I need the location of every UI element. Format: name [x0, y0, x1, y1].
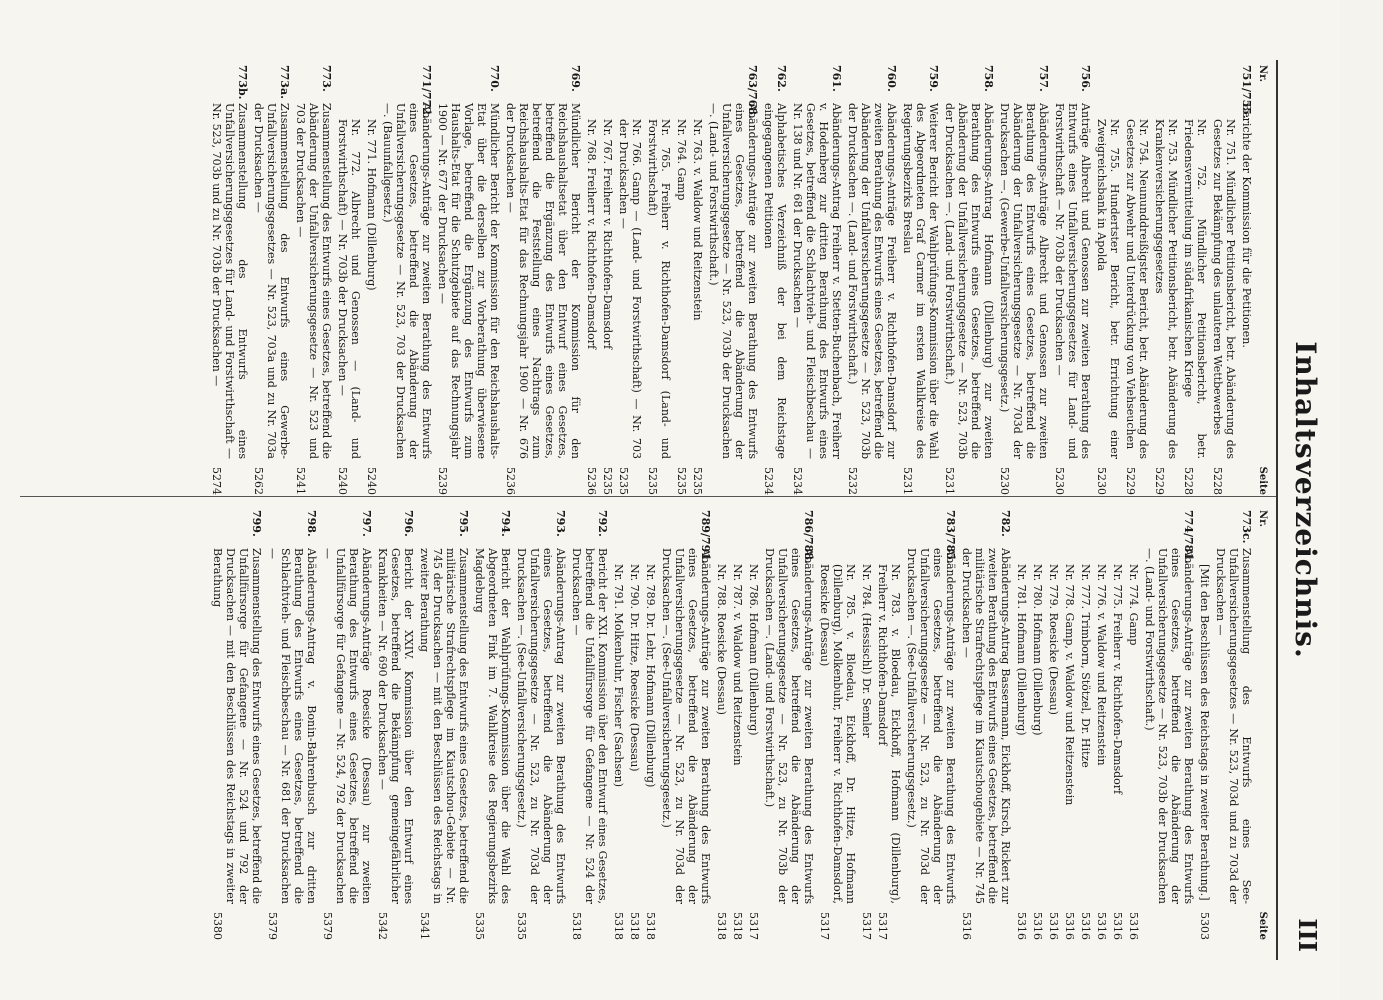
left-column-head [1257, 65, 1268, 495]
toc-entry [1095, 510, 1108, 940]
entry-page: 5235 [646, 467, 659, 495]
entry-text: Abänderungs-Anträge Albrecht und Genossen zur zweiten Berathung des Entwurfs eines Gesetzes, betreffend die Abänderung der Unfallversicherungsgesetze — Nr. 703d der Drucksachen —. (Gewerbe-Unfallversicherungsgesetz.) [998, 103, 1050, 459]
entry-page: 5236 [504, 467, 517, 495]
entry-text: Nr. 775. Freiherr v. Richthofen-Damsdorf [1111, 564, 1124, 795]
toc-entry [1031, 510, 1044, 940]
entry-page: 5231 [943, 467, 956, 495]
entry-text: Abänderungs-Anträge zur zweiten Berathung des Entwurfs eines Gesetzes, betreffend die Abänderung der Unfallversicherungsgesetze — Nr. 523, zu Nr. 703d der Drucksachen —. (See-Unfallversicherungsgesetz.) [660, 548, 712, 904]
toc-entry [336, 65, 362, 495]
right-column-head [1257, 510, 1268, 940]
entry-text: Abänderungs-Anträge zur zweiten Berathung des Entwurfs eines Gesetzes, betreffend die Abänderung der Unfallversicherungsgesetze — Nr. 523, 703 der Drucksachen —. (Bauunfallgesetz.) [381, 103, 433, 459]
entry-text: Abänderungs-Anträge zur zweiten Berathung des Entwurfs eines Gesetzes, betreffend die Abänderung der Unfallversicherungsgesetze — Nr. 523, zu Nr. 703d der Drucksachen —. (See-Unfallversicherungsgesetz.) [905, 548, 957, 904]
entry-text: Weiterer Bericht der Wahlprüfungs-Kommission über die Wahl des Abgeordneten Graf Carmer im ersten Wahlkreise des Regierungsbezirks Breslau [901, 103, 940, 459]
entry-number: 774/781. [1182, 510, 1195, 564]
entry-text: Nr. 776. v. Waldow und Reitzenstein [1095, 564, 1108, 766]
entry-page: 5235 [675, 467, 688, 495]
entry-text: Zusammenstellung des Entwurfs eines Gesetzes, betreffend die Unfallfürsorge für Gefangene — Nr. 524 und 792 der Drucksachen — mit den Beschlüssen des Reichstags in zweiter Berathung [211, 548, 263, 904]
toc-entry [846, 65, 898, 495]
entry-text: Bericht der XXI. Kommission über den Entwurf eines Gesetzes, betreffend die Unfallfürsorge für Gefangene — Nr. 524 der Drucksachen — [570, 548, 609, 904]
toc-entry [715, 510, 728, 940]
entry-text: Nr. 754. Neununddreißigster Bericht, betr. Abänderung des Gesetzes zur Abwehr und Unterdrückung von Viehseuchen [1124, 119, 1150, 459]
entry-number [675, 81, 688, 119]
toc-entry [570, 510, 609, 940]
toc-entry [691, 65, 704, 495]
entry-number: 793. [554, 510, 567, 537]
entry-page: 5274 [210, 467, 223, 495]
entry-text: Nr. 780. Hofmann (Dillenburg) [1031, 564, 1044, 736]
entry-page: 5316 [1095, 912, 1108, 940]
entry-page: 5318 [731, 912, 744, 940]
toc-entry [943, 65, 995, 495]
entry-page: 5236 [585, 467, 598, 495]
entry-number [876, 526, 902, 564]
entry-number [1198, 526, 1211, 564]
toc-entry [1063, 510, 1076, 940]
entry-page: 5229 [1124, 467, 1137, 495]
header-rule [1276, 60, 1278, 960]
entry-text: Nr. 784. (Hessischl) Dr. Semler [860, 564, 873, 738]
entry-text: Zusammenstellung des Entwurfs eines See-Unfallversicherungsgesetzes — Nr. 523, 703d und zu 703d der Drucksachen — [1214, 548, 1253, 904]
entry-number [731, 526, 744, 564]
entry-text: Nr. 779. Roesicke (Dessau) [1047, 564, 1060, 715]
toc-entry [1015, 510, 1028, 940]
toc-entry [436, 65, 501, 495]
toc-entry [646, 65, 672, 495]
entry-page: 5316 [1063, 912, 1076, 940]
entry-text: Abänderungs-Antrag zur zweiten Berathung des Entwurfs eines Gesetzes, betreffend die Abänderung der Unfallversicherungsgesetze — Nr. 523, zu Nr. 703d der Drucksachen —. (See-Unfallversicherungsgesetz.) [515, 548, 567, 904]
entry-text: Zusammenstellung des Entwurfs eines Gewerbe-Unfallversicherungsgesetzes — Nr. 523, 703a und zu Nr. 703a der Drucksachen — [252, 103, 291, 459]
entry-text: Nr. 764. Gamp [675, 119, 688, 201]
entry-page: 5228 [1211, 467, 1224, 495]
entry-number: 798. [305, 510, 318, 537]
entry-page: 5341 [418, 912, 431, 940]
entry-page: 5234 [791, 467, 804, 495]
entry-number: 751/755. [1240, 65, 1253, 119]
entry-text: Nr. 763. v. Waldow und Reitzenstein [691, 119, 704, 321]
entry-text: Nr. 774. Gamp [1127, 564, 1140, 646]
entry-page: 5318 [715, 912, 728, 940]
entry-text: [Mit den Beschlüssen des Reichstags in zweiter Berathung.] [1198, 564, 1211, 901]
toc-entry [1211, 65, 1237, 495]
entry-number: 773b. [236, 65, 249, 100]
toc-entry [252, 65, 291, 495]
toc-entry [211, 510, 263, 940]
toc-entry [617, 65, 643, 495]
entry-number [860, 526, 873, 564]
entry-text: Nr. 777. Trimborn, Stötzel, Dr. Hitze [1079, 564, 1092, 768]
entry-number [1111, 526, 1124, 564]
entry-text: Nr. 755. Hundertster Bericht, betr. Errichtung einer Zweigreichsbank in Apolda [1095, 119, 1121, 459]
entry-number: 792. [596, 510, 609, 537]
entry-number: 797. [360, 510, 373, 537]
entry-page: 5317 [876, 912, 889, 940]
entry-page: 5380 [211, 912, 224, 940]
right-entries [211, 510, 1253, 940]
toc-entry [473, 510, 512, 940]
toc-entry [960, 510, 1012, 940]
toc-entry [1053, 65, 1092, 495]
entry-page: 5335 [473, 912, 486, 940]
entry-page: 5335 [515, 912, 528, 940]
nr-label: Nr. [1257, 65, 1268, 82]
toc-entry [1182, 65, 1208, 495]
entry-number [601, 81, 614, 119]
entry-page: 5317 [818, 912, 831, 940]
toc-entry [1127, 510, 1140, 940]
entry-text: Nr. 785. v. Bloedau, Eickhoff, Dr. Hitze, Hofmann (Dillenburg), Molkenbuhr, Freiherr v. Richthofen-Damsdorf, Roesicke (Dessau) [818, 564, 857, 904]
entry-page: 5231 [901, 467, 914, 495]
entry-page: 5318 [570, 912, 583, 940]
toc-entry [762, 65, 788, 495]
toc-entry [860, 510, 873, 940]
entry-text: Nr. 768. Freiherr v. Richthofen-Damsdorf [585, 119, 598, 350]
toc-entry [515, 510, 567, 940]
entry-page: 5316 [1127, 912, 1140, 940]
toc-entry [644, 510, 657, 940]
right-column [20, 510, 1268, 940]
entry-page: 5232 [846, 467, 859, 495]
entry-text: Nr. 781. Hofmann (Dillenburg) [1015, 564, 1028, 736]
entry-number [646, 81, 672, 119]
nr-label: Nr. [1257, 510, 1268, 527]
entry-number: 789/791. [699, 510, 712, 564]
entry-text: Zusammenstellung des Entwurfs eines Unfallversicherungsgesetzes für Land- und Forstwirthschaft — Nr. 523, 703b und zu Nr. 703b der Drucksachen — [210, 103, 249, 459]
entry-number [365, 81, 378, 119]
entry-text: Nr. 766. Gamp — (Land- und Forstwirthschaft) — Nr. 703 der Drucksachen — [617, 119, 643, 459]
entry-number: 761. [830, 65, 843, 92]
toc-entry [612, 510, 625, 940]
entry-text: Nr. 783. v. Bloedau, Eickhoff, Hofmann (Dillenburg), Freiherr v. Richthofen-Damsdorf [876, 564, 902, 904]
entry-text: Alphabetisches Verzeichniß der bei dem Reichstage eingegangenen Petitionen [762, 103, 788, 459]
entry-number: 760. [885, 65, 898, 92]
toc-entry [818, 510, 857, 940]
entry-number [644, 526, 657, 564]
entry-page: 5240 [336, 467, 349, 495]
entry-text: Nr. 787. v. Waldow und Reitzenstein [731, 564, 744, 766]
entry-number [1153, 81, 1179, 119]
entry-text: Mündlicher Bericht der Kommission für den Reichshaushaltsetat über den Entwurf eines Gesetzes, betreffend die Ergänzung des Entwurfs eines Gesetzes, betreffend die Feststellung eines Nachtrags zum Reichshaushalts-Etat für das Rechnungsjahr 1900 — Nr. 676 der Drucksachen — [504, 103, 582, 459]
entry-number [1047, 526, 1060, 564]
entry-page: 5228 [1182, 467, 1195, 495]
entry-number: 771/772. [420, 65, 433, 119]
entry-text: Nr. 790. Dr. Hitze, Roesicke (Dessau) [628, 564, 641, 772]
toc-entry [628, 510, 641, 940]
entry-text: Abänderungs-Antrag Bassermann, Eickhoff, Kirsch, Rickert zur zweiten Berathung des Entwurfs eines Gesetzes, betreffend die militärische Strafrechtspflege im Kiautschougebiete — Nr. 745 der Drucksachen — [960, 548, 1012, 904]
entry-number: 762. [775, 65, 788, 92]
entry-text: Nr. 765. Freiherr v. Richthofen-Damsdorf (Land- und Forstwirthschaft) [646, 119, 672, 459]
entry-page: 5316 [1015, 912, 1028, 940]
toc-entry [876, 510, 902, 940]
entry-page: 5317 [860, 912, 873, 940]
entry-page: 5230 [998, 467, 1011, 495]
entry-number: 769. [569, 65, 582, 92]
entry-page: 5303 [1198, 912, 1211, 940]
entry-text: Abänderungs-Anträge zur zweiten Berathung des Entwurfs eines Gesetzes, betreffend die Abänderung der Unfallversicherungsgesetze — Nr. 523, 703b der Drucksachen —. (Land- und Forstwirthschaft.) [707, 103, 759, 459]
entry-number [1031, 526, 1044, 564]
entry-page: 5230 [1095, 467, 1108, 495]
entry-number [1015, 526, 1028, 564]
toc-entry [1047, 510, 1060, 940]
toc-entry [1095, 65, 1121, 495]
toc-entry [1153, 65, 1179, 495]
entry-number: 759. [927, 65, 940, 92]
entry-text: Bericht der Wahlprüfungs-Kommission über die Wahl des Abgeordneten Fink im 7. Wahlkreise des Regierungsbezirks Magdeburg [473, 548, 512, 904]
entry-number [1063, 526, 1076, 564]
entry-text: Bericht der XXIV. Kommission über den Entwurf eines Gesetzes, betreffend die Bekämpfung gemeingefährlicher Krankheiten — Nr. 690 der Drucksachen — [376, 548, 415, 904]
entry-number: 782. [999, 510, 1012, 537]
entry-text: Mündlicher Bericht der Kommission für den Reichshaushalts-Etat über die derselben zur Vorberathung überwiesene Vorlage, betreffend die Ergänzung des Entwurfs zum Haushalts-Etat für die Schutzgebiete auf das Rechnungsjahr 1900 — Nr. 677 der Drucksachen — [436, 103, 501, 459]
entry-text: Abänderungs-Antrag v. Bonin-Bahrenbusch zur dritten Berathung des Entwurfs eines Gesetzes, betreffend die Schlachtvieh- und Fleischbeschau — Nr. 681 der Drucksachen — [266, 548, 318, 904]
toc-entry [1240, 65, 1253, 495]
entry-page: 5316 [1031, 912, 1044, 940]
entry-text: Nr. 753. Mündlicher Petitionsbericht, betr. Abänderung des Krankenversicherungsgesetzes [1153, 119, 1179, 459]
entry-text: Zusammenstellung des Entwurfs eines Gesetzes, betreffend die militärische Strafrechtspflege im Kiautschou-Gebiete — Nr. 745 der Drucksachen — mit den Beschlüssen des Reichstags in zweiter Berathung [418, 548, 470, 904]
entry-page: 5234 [762, 467, 775, 495]
page-number: III [1293, 918, 1322, 952]
entry-number [691, 81, 704, 119]
entry-page: 5316 [1047, 912, 1060, 940]
entry-page: 5316 [1111, 912, 1124, 940]
entry-page: 5235 [617, 467, 630, 495]
toc-entry [747, 510, 760, 940]
entry-number: 799. [250, 510, 263, 537]
left-entries [210, 65, 1253, 495]
entry-text: Nr. 772. Albrecht und Genossen — (Land- und Forstwirthschaft) — Nr. 703b der Drucksachen — [336, 119, 362, 459]
entry-text: Nr. 789. Dr. Lehr, Hofmann (Dillenburg) [644, 564, 657, 788]
entry-text: Abänderungs-Anträge Freiherr v. Richthofen-Damsdorf zur zweiten Berathung des Entwurfs eines Gesetzes, betreffend die Abänderung der Unfallversicherungsgesetze — Nr. 523, 703b der Drucksachen —. (Land- und Forstwirthschaft.) [846, 103, 898, 459]
entry-number: 773c. [1240, 510, 1253, 544]
toc-entry [381, 65, 433, 495]
entry-number: 770. [488, 65, 501, 92]
toc-entry [210, 65, 249, 495]
toc-entry [1124, 65, 1150, 495]
toc-entry [321, 510, 373, 940]
entry-number [1211, 81, 1237, 119]
entry-number [1095, 526, 1108, 564]
toc-entry [1198, 510, 1211, 940]
toc-entry [707, 65, 759, 495]
entry-number: 794. [499, 510, 512, 537]
entry-number [1095, 81, 1121, 119]
entry-number [1079, 526, 1092, 564]
entry-number [585, 81, 598, 119]
entry-page: 5318 [628, 912, 641, 940]
entry-number: 758. [982, 65, 995, 92]
toc-entry [1214, 510, 1253, 940]
entry-page: 5240 [365, 467, 378, 495]
toc-entry [791, 65, 843, 495]
entry-number: 795. [457, 510, 470, 537]
entry-page: 5317 [747, 912, 760, 940]
entry-page: 5235 [691, 467, 704, 495]
entry-number: 796. [402, 510, 415, 537]
entry-page: 5316 [1079, 912, 1092, 940]
entry-number [628, 526, 641, 564]
entry-text: Abänderungs-Anträge zur zweiten Berathung des Entwurfs eines Gesetzes, betreffend die Abänderung der Unfallversicherungsgesetze — Nr. 523, 703b der Drucksachen —. (Land- und Forstwirthschaft.) [1143, 548, 1195, 904]
toc-entry [1079, 510, 1092, 940]
entry-text: Nr. 791. Molkenbuhr, Fischer (Sachsen) [612, 564, 625, 788]
toc-entry [731, 510, 744, 940]
entry-text: Nr. 786. Hofmann (Dillenburg) [747, 564, 760, 736]
toc-entry [763, 510, 815, 940]
entry-number [1124, 81, 1150, 119]
toc-entry [266, 510, 318, 940]
entry-text: Abänderungs-Anträge Roesicke (Dessau) zur zweiten Berathung des Entwurfs eines Gesetzes, betreffend die Unfallfürsorge für Gefangene — Nr. 524, 792 der Drucksachen — [321, 548, 373, 904]
toc-entry [905, 510, 957, 940]
entry-text: Anträge Albrecht und Genossen zur zweiten Berathung des Entwurfs eines Unfallversicherungsgesetzes für Land- und Forstwirthschaft — Nr. 703b der Drucksachen — [1053, 103, 1092, 459]
toc-entry [294, 65, 333, 495]
entry-page: 5239 [436, 467, 449, 495]
entry-number: 773a. [278, 65, 291, 99]
entry-text: Nr. 788. Roesicke (Dessau) [715, 564, 728, 715]
entry-number: 783/785. [944, 510, 957, 564]
toc-entry [1143, 510, 1195, 940]
toc-entry [1111, 510, 1124, 940]
entry-number: 756. [1079, 65, 1092, 92]
entry-number [612, 526, 625, 564]
entry-text: Nr. 771. Hofmann (Dillenburg) [365, 119, 378, 291]
toc-entry [365, 65, 378, 495]
entry-number [1127, 526, 1140, 564]
seite-label: Seite [1257, 911, 1268, 940]
entry-text: Nr. 767. Freiherr v. Richthofen-Damsdorf [601, 119, 614, 350]
entry-number [336, 81, 362, 119]
toc-entry [675, 65, 688, 495]
entry-text: Nr. 751. Mündlicher Petitionsbericht, betr. Abänderung des Gesetzes zur Bekämpfung des unlauteren Wettbewerbes [1211, 119, 1237, 459]
entry-number [747, 526, 760, 564]
entry-page: 5235 [601, 467, 614, 495]
toc-entry [660, 510, 712, 940]
entry-text: Abänderungs-Antrag Freiherr v. Stetten-Buchenbach, Freiherr v. Hodenberg zur dritten Berathung des Entwurfs eines Gesetzes, betreffend die Schlachtvieh- und Fleischbeschau — Nr. 138 und Nr. 681 der Drucksachen — [791, 103, 843, 459]
left-column [20, 65, 1268, 495]
entry-page: 5241 [294, 467, 307, 495]
entry-number [715, 526, 728, 564]
page-title: Inhaltsverzeichnis. [1289, 341, 1322, 659]
entry-page: 5229 [1153, 467, 1166, 495]
entry-number [617, 81, 643, 119]
entry-page: 5318 [612, 912, 625, 940]
entry-page: 5379 [266, 912, 279, 940]
entry-number [818, 526, 857, 564]
toc-entry [504, 65, 582, 495]
entry-number: 763/768. [746, 65, 759, 119]
entry-text: Abänderungs-Anträge zur zweiten Berathung des Entwurfs eines Gesetzes, betreffend die Abänderung der Unfallversicherungsgesetze — Nr. 523, zu Nr. 703b der Drucksachen —. (Land- und Forstwirthschaft.) [763, 548, 815, 904]
toc-entry [585, 65, 598, 495]
entry-text: Nr. 778. Gamp, v. Waldow und Reitzenstein [1063, 564, 1076, 806]
entry-text: Zusammenstellung des Entwurfs eines Gesetzes, betreffend die Abänderung der Unfallversicherungsgesetze — Nr. 523 und 703 der Drucksachen — [294, 103, 333, 459]
column-divider [20, 496, 1276, 497]
seite-label: Seite [1257, 466, 1268, 495]
entry-text: Berichte der Kommission für die Petitionen. [1240, 103, 1253, 348]
toc-entry [901, 65, 940, 495]
toc-entry [601, 65, 614, 495]
entry-number: 773. [320, 65, 333, 92]
entry-page: 5230 [1053, 467, 1066, 495]
entry-page: 5262 [252, 467, 265, 495]
entry-text: Abänderungs-Antrag Hofmann (Dillenburg) zur zweiten Berathung des Entwurfs eines Gesetzes, betreffend die Abänderung der Unfallversicherungsgesetze — Nr. 523, 703b der Drucksachen —. (Land- und Forstwirthschaft.) [943, 103, 995, 459]
toc-entry [418, 510, 470, 940]
entry-page: 5316 [960, 912, 973, 940]
toc-entry [376, 510, 415, 940]
entry-page: 5342 [376, 912, 389, 940]
toc-entry [998, 65, 1050, 495]
entry-number: 786/788. [802, 510, 815, 564]
entry-page: 5318 [644, 912, 657, 940]
entry-number [1182, 81, 1208, 119]
entry-page: 5379 [321, 912, 334, 940]
entry-number: 757. [1037, 65, 1050, 92]
entry-text: Nr. 752. Mündlicher Petitionsbericht, betr. Friedensvermittelung im südafrikanischen Kriege [1182, 119, 1208, 459]
